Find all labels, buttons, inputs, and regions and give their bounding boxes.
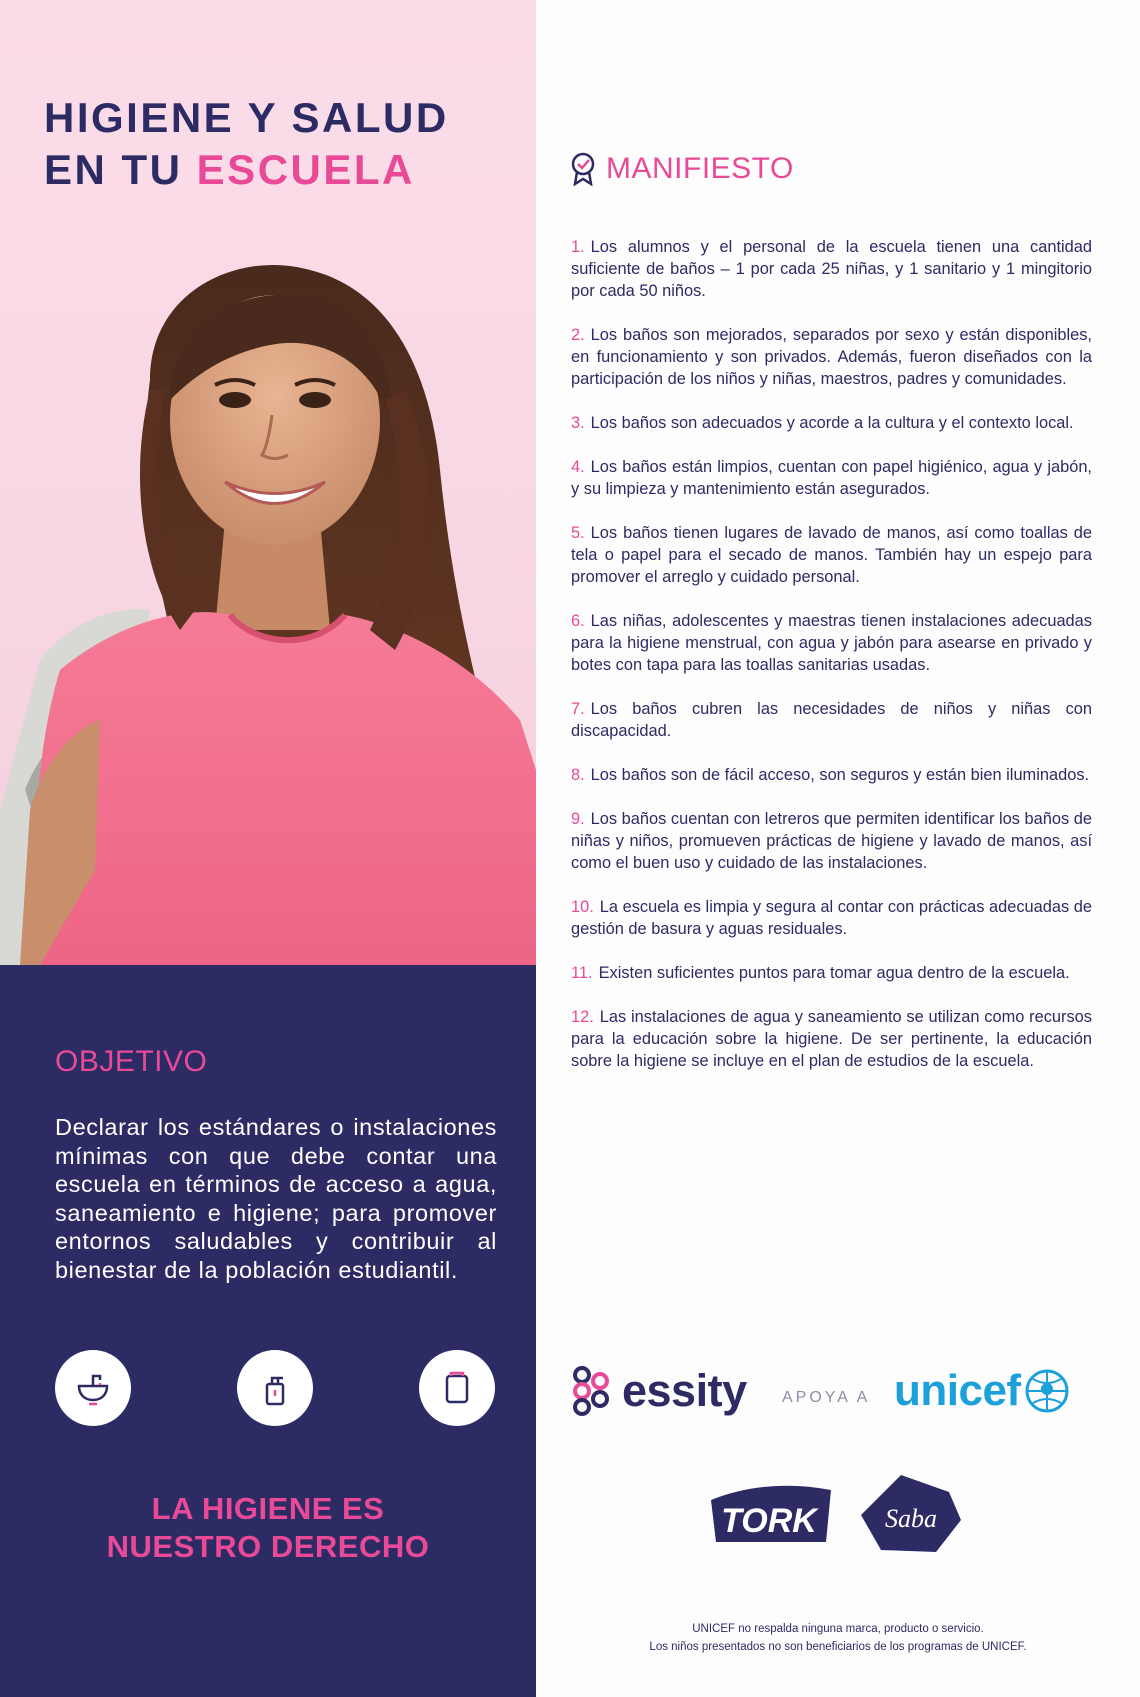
essity-wordmark: essity: [622, 1365, 747, 1416]
manifest-item-text: La escuela es limpia y segura al contar con prácticas adecuadas de gestión de basura y aguas residuales.: [571, 898, 1092, 938]
hygiene-icons: [55, 1350, 495, 1428]
manifest-item-text: Las niñas, adolescentes y maestras tienen instalaciones adecuadas para la higiene menstrual, con agua y jabón para asearse en privado y botes con tapa para las toallas sanitarias usadas.: [571, 612, 1092, 674]
title-line-1: HIGIENE Y SALUD: [44, 94, 449, 141]
sponsor-logos: [570, 1365, 1110, 1435]
manifest-item-number: 3.: [571, 414, 585, 432]
manifest-item-text: Existen suficientes puntos para tomar agua dentro de la escuela.: [598, 964, 1070, 982]
manifest-item-text: Los baños son mejorados, separados por sexo y están disponibles, en funcionamiento y son privados. Además, fueron diseñados con la participación de los niños y niñas, maestros, padres y comunidades.: [571, 326, 1092, 388]
objective-text: Declarar los estándares o instalaciones mínimas con que debe contar una escuela en términos de acceso a agua, saneamiento e higiene; para promover entornos saludables y contribuir al bienestar de la población estudiantil.: [55, 1114, 497, 1283]
manifest-item-number: 4.: [571, 458, 585, 476]
manifest-item-number: 6.: [571, 612, 585, 630]
supports-label: APOYA A: [782, 1389, 871, 1406]
award-badge-icon: [570, 152, 596, 186]
disclaimer-line-1: UNICEF no respalda ninguna marca, producto o servicio.: [692, 1623, 984, 1635]
manifest-item-number: 8.: [571, 766, 585, 784]
manifest-item: [571, 456, 1092, 500]
page-title: [44, 92, 449, 196]
manifest-item: [571, 324, 1092, 390]
unicef-globe-icon: [1021, 1365, 1073, 1417]
title-line-2-a: EN TU: [44, 146, 183, 193]
manifest-item-number: 2.: [571, 326, 585, 344]
manifest-item-number: 9.: [571, 810, 585, 828]
manifest-item-number: 1.: [571, 238, 585, 256]
essity-mark-icon: [570, 1365, 614, 1417]
manifest-item-text: Los alumnos y el personal de la escuela tienen una cantidad suficiente de baños – 1 por cada 25 niñas, y 1 sanitario y 1 mingitorio por cada 50 niños.: [571, 238, 1092, 300]
manifest-list: [571, 236, 1092, 1094]
objective-title: OBJETIVO: [55, 1045, 208, 1078]
manifest-item-text: Los baños son adecuados y acorde a la cultura y el contexto local.: [590, 414, 1074, 432]
disclaimer: [536, 1620, 1140, 1656]
manifest-item-number: 12.: [571, 1008, 594, 1026]
manifest-item-text: Los baños son de fácil acceso, son seguros y están bien iluminados.: [590, 766, 1090, 784]
manifest-item: [571, 610, 1092, 676]
tork-saba-logos: [711, 1470, 971, 1560]
unicef-wordmark: unicef: [894, 1366, 1021, 1415]
manifest-item-text: Los baños tienen lugares de lavado de manos, así como toallas de tela o papel para el secado de manos. También hay un espejo para promover el arreglo y cuidado personal.: [571, 524, 1092, 586]
manifest-item: [571, 522, 1092, 588]
tork-wordmark: TORK: [721, 1502, 817, 1540]
manifest-item: [571, 764, 1092, 786]
left-column: [0, 0, 536, 1697]
paper-towel-icon: [419, 1350, 495, 1426]
manifest-item-number: 5.: [571, 524, 585, 542]
manifest-item: [571, 808, 1092, 874]
right-column: [536, 0, 1140, 1697]
manifest-item-text: Los baños están limpios, cuentan con papel higiénico, agua y jabón, y su limpieza y mantenimiento están asegurados.: [571, 458, 1092, 498]
manifest-item: [571, 896, 1092, 940]
soap-dispenser-icon: [237, 1350, 313, 1426]
motto-line-1: LA HIGIENE ES: [151, 1491, 385, 1526]
essity-logo: [570, 1365, 747, 1417]
manifest-item: [571, 412, 1092, 434]
disclaimer-line-2: Los niños presentados no son beneficiarios de los programas de UNICEF.: [649, 1641, 1027, 1653]
saba-wordmark: Saba: [885, 1504, 937, 1533]
hero-panel: [0, 0, 536, 965]
manifest-item-number: 10.: [571, 898, 594, 916]
manifest-item-number: 7.: [571, 700, 585, 718]
motto-line-2: NUESTRO DERECHO: [106, 1529, 430, 1564]
manifest-header: [570, 152, 794, 186]
title-line-2: [44, 144, 449, 196]
manifest-item: [571, 962, 1092, 984]
motto: [0, 1490, 536, 1566]
manifest-item: [571, 1006, 1092, 1072]
title-line-2-b: ESCUELA: [196, 146, 415, 193]
manifest-item-text: Los baños cubren las necesidades de niños y niñas con discapacidad.: [571, 700, 1092, 740]
student-photo: [0, 250, 536, 965]
manifest-item-text: Las instalaciones de agua y saneamiento se utilizan como recursos para la educación sobre la higiene. De ser pertinente, la educación sobre la higiene se incluye en el plan de estudios de la escuela.: [571, 1008, 1092, 1070]
brand-logos-row: [711, 1470, 971, 1560]
manifest-item-text: Los baños cuentan con letreros que permiten identificar los baños de niñas y niños, promueven prácticas de higiene y lavado de manos, así como el buen uso y cuidado de las instalaciones.: [571, 810, 1092, 872]
unicef-logo: [894, 1365, 1073, 1417]
manifest-item-number: 11.: [571, 964, 593, 982]
manifest-title: MANIFIESTO: [606, 152, 794, 185]
sink-icon: [55, 1350, 131, 1426]
objective-panel: [0, 965, 536, 1697]
manifest-item: [571, 698, 1092, 742]
manifest-item: [571, 236, 1092, 302]
